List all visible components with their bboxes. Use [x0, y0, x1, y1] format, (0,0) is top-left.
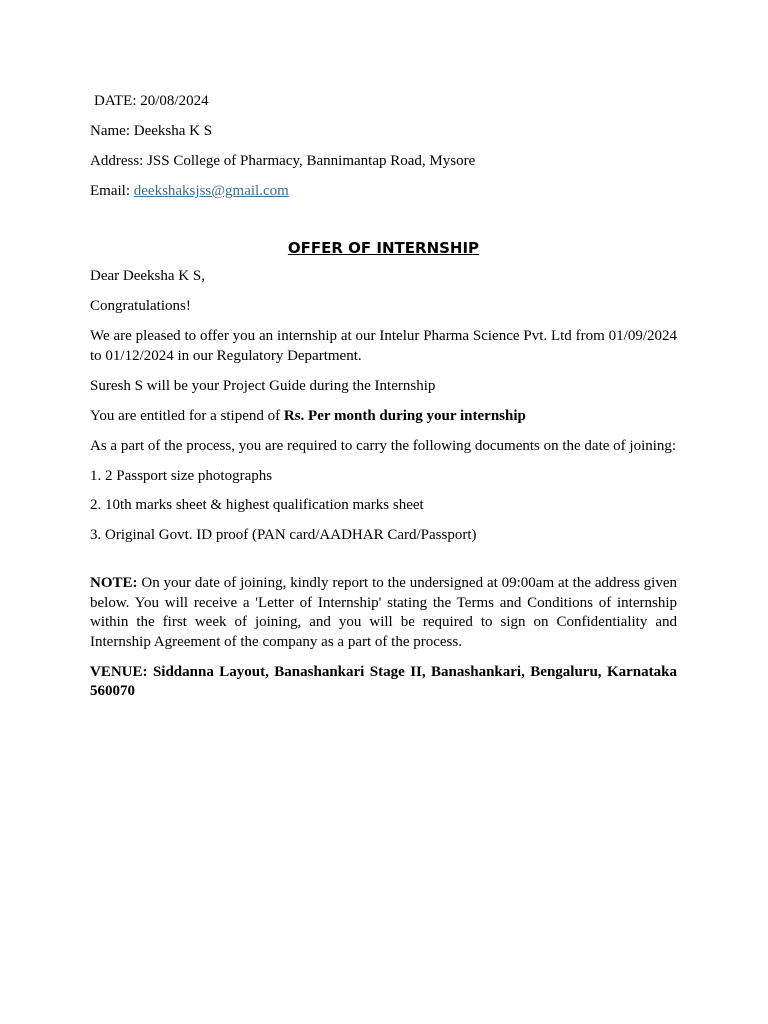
recipient-address: Address: JSS College of Pharmacy, Bannimantap Road, Mysore — [90, 153, 476, 169]
offer-paragraph: We are pleased to offer you an internship at our Intelur Pharma Science Pvt. Ltd from 01/09/2024 to 01/12/2024 in our Regulatory Department. — [90, 328, 677, 364]
note-paragraph — [90, 574, 677, 652]
letter-title: OFFER OF INTERNSHIP — [287, 238, 480, 257]
project-guide-line: Suresh S will be your Project Guide during the Internship — [90, 377, 436, 394]
stipend-line — [90, 407, 677, 427]
salutation: Dear Deeksha K S, — [90, 268, 205, 284]
document-item: 2. 10th marks sheet & highest qualification marks sheet — [90, 497, 424, 513]
email-label: Email: — [90, 183, 134, 199]
recipient-name: Name: Deeksha K S — [90, 123, 213, 139]
venue-line: VENUE: Siddanna Layout, Banashankari Stage II, Banashankari, Bengaluru, Karnataka 560070 — [90, 663, 677, 699]
date-line: DATE: 20/08/2024 — [94, 93, 209, 109]
letter-content — [90, 92, 677, 712]
blank-line — [90, 555, 677, 574]
document-item: 3. Original Govt. ID proof (PAN card/AADHAR Card/Passport) — [90, 526, 477, 543]
email-link[interactable]: deekshaksjss@gmail.com — [133, 183, 289, 199]
stipend-amount: Rs. Per month during your internship — [283, 407, 526, 424]
documents-intro: As a part of the process, you are required to carry the following documents on the date of joining: — [90, 437, 677, 454]
recipient-email-line — [90, 182, 677, 202]
note-label: NOTE: — [90, 575, 138, 591]
document-item: 1. 2 Passport size photographs — [90, 467, 273, 484]
congratulations-line: Congratulations! — [90, 298, 191, 314]
stipend-prefix: You are entitled for a stipend of — [90, 407, 284, 424]
note-text: On your date of joining, kindly report to the undersigned at 09:00am at the address given below. You will receive a 'Letter of Internship' stating the Terms and Conditions of internship within the first week of joining, and you will be required to sign on Confidentiality and Internship Agreement of the company as a part of the process. — [90, 575, 677, 650]
